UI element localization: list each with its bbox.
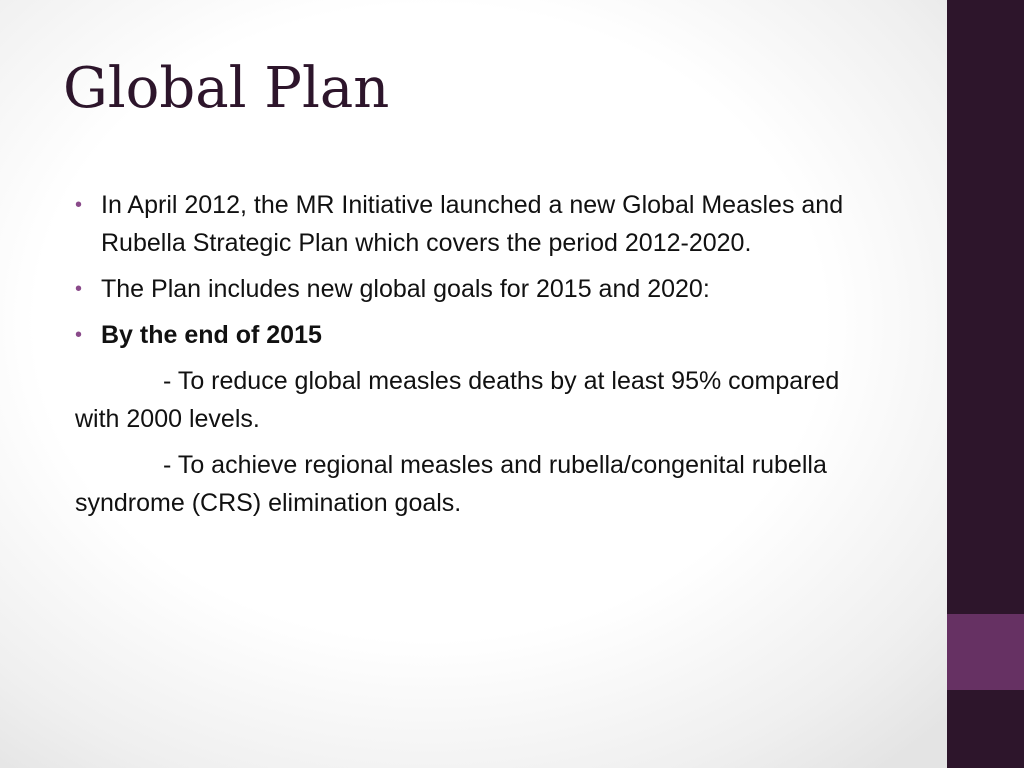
bullet-text: The Plan includes new global goals for 2015 and 2020: bbox=[101, 275, 710, 303]
bullet-item bbox=[75, 270, 875, 308]
goal-paragraph: - To achieve regional measles and rubella/congenital rubella syndrome (CRS) elimination goals. bbox=[75, 451, 827, 517]
side-bar-accent bbox=[947, 614, 1024, 690]
bullet-text-bold: By the end of 2015 bbox=[101, 321, 322, 349]
bullet-item bbox=[75, 186, 875, 262]
bullet-icon: • bbox=[75, 278, 83, 300]
bullet-item bbox=[75, 316, 875, 354]
slide-title: Global Plan bbox=[63, 56, 390, 121]
bullet-icon: • bbox=[75, 194, 83, 216]
slide-body bbox=[75, 186, 875, 530]
goal-paragraph: - To reduce global measles deaths by at least 95% compared with 2000 levels. bbox=[75, 367, 840, 433]
bullet-icon: • bbox=[75, 324, 83, 346]
bullet-text: In April 2012, the MR Initiative launched a new Global Measles and Rubella Strategic Plan which covers the period 2012-2020. bbox=[101, 191, 844, 257]
